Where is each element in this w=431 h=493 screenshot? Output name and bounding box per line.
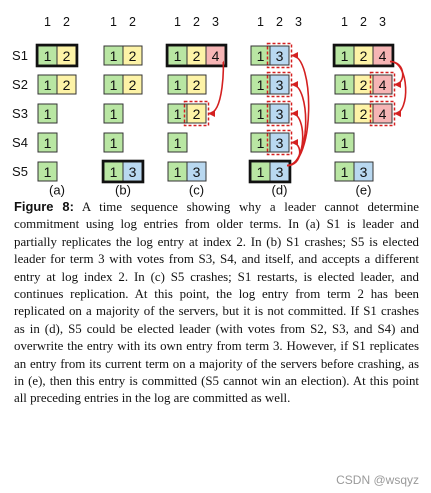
log-entry-term-label: 1 xyxy=(173,164,182,180)
log-entry-term-label: 2 xyxy=(192,77,201,93)
caption-label: Figure 8: xyxy=(14,199,74,214)
log-entry-term-label: 4 xyxy=(378,48,387,64)
log-entry-term-label: 1 xyxy=(109,77,118,93)
log-index-label: 2 xyxy=(129,15,136,29)
log-entry-term-label: 3 xyxy=(128,164,137,180)
log-index-label: 3 xyxy=(295,15,302,29)
log-index-label: 1 xyxy=(257,15,264,29)
replication-arrow xyxy=(209,62,223,114)
log-entry-term-label: 3 xyxy=(192,164,201,180)
log-entry-term-label: 1 xyxy=(43,164,52,180)
log-entry-term-label: 3 xyxy=(275,106,284,122)
log-entry-term-label: 1 xyxy=(256,135,265,151)
log-index-label: 1 xyxy=(341,15,348,29)
log-entry-term-label: 1 xyxy=(256,48,265,64)
log-index-label: 2 xyxy=(276,15,283,29)
log-entry-term-label: 2 xyxy=(128,77,137,93)
log-entry-term-label: 1 xyxy=(340,135,349,151)
log-entry-term-label: 1 xyxy=(173,135,182,151)
log-entry-term-label: 1 xyxy=(43,77,52,93)
log-entry-term-label: 1 xyxy=(173,106,182,122)
log-index-label: 1 xyxy=(110,15,117,29)
log-entry-term-label: 1 xyxy=(340,106,349,122)
server-label-s3: S3 xyxy=(12,106,28,121)
server-label-s1: S1 xyxy=(12,48,28,63)
log-entry-term-label: 2 xyxy=(62,48,71,64)
log-entry-term-label: 3 xyxy=(359,164,368,180)
log-entry-term-label: 4 xyxy=(378,106,387,122)
panel-b xyxy=(103,15,143,198)
panel-a xyxy=(37,15,77,198)
log-entry-term-label: 1 xyxy=(256,77,265,93)
log-entry-term-label: 2 xyxy=(128,48,137,64)
log-entry-term-label: 2 xyxy=(62,77,71,93)
figure-caption xyxy=(14,198,419,408)
replication-arrow xyxy=(287,85,306,166)
log-entry-term-label: 1 xyxy=(109,48,118,64)
panel-d xyxy=(250,15,309,198)
log-index-label: 2 xyxy=(63,15,70,29)
log-entry-term-label: 2 xyxy=(192,106,201,122)
panel-label: (a) xyxy=(49,182,65,198)
log-index-label: 1 xyxy=(44,15,51,29)
log-entry-term-label: 4 xyxy=(378,77,387,93)
log-index-label: 2 xyxy=(360,15,367,29)
log-entry-term-label: 1 xyxy=(340,77,349,93)
panel-label: (c) xyxy=(188,182,205,198)
log-entry-term-label: 1 xyxy=(109,135,118,151)
log-entry-term-label: 1 xyxy=(173,48,182,64)
log-index-label: 3 xyxy=(212,15,219,29)
log-entry-term-label: 1 xyxy=(109,106,118,122)
log-index-label: 2 xyxy=(193,15,200,29)
log-index-label: 1 xyxy=(174,15,181,29)
panel-e xyxy=(334,15,406,198)
log-entry-term-label: 1 xyxy=(43,135,52,151)
log-entry-term-label: 1 xyxy=(256,164,265,180)
log-entry-term-label: 3 xyxy=(275,48,284,64)
log-entry-term-label: 3 xyxy=(275,164,284,180)
panel-label: (e) xyxy=(355,182,372,198)
log-entry-term-label: 1 xyxy=(109,164,118,180)
panel-label: (d) xyxy=(271,182,288,198)
log-entry-term-label: 1 xyxy=(173,77,182,93)
log-entry-term-label: 1 xyxy=(340,48,349,64)
log-entry-term-label: 4 xyxy=(211,48,220,64)
log-entry-term-label: 2 xyxy=(359,77,368,93)
caption-text: A time sequence showing why a leader cannot determine commitment using log entries from older terms. In (a) S1 is leader and partially replicates the log entry at index 2. In (b) S1 crashes; S5 is elected leader for term 3 with votes from S3, S4, and itself, and accepts a different entry at log index 2. In (c) S5 crashes; S1 restarts, is elected leader, and continues replication. At this point, the log entry from term 2 has been replicated on a majority of the servers, but it is not committed. If S1 crashes as in (d), S5 could be elected leader (with votes from S2, S3, and S4) and overwrite the entry with its own entry from term 3. However, if S1 replicates an entry from its current term on a majority of the servers before crashing, as in (e), then this entry is committed (S5 cannot win an election). At this point all preceding entries in the log are committed as well. xyxy=(14,200,419,406)
server-label-s2: S2 xyxy=(12,77,28,92)
log-entry-term-label: 2 xyxy=(192,48,201,64)
log-sequence-diagram xyxy=(0,0,431,198)
watermark: CSDN @wsqyz xyxy=(336,473,419,487)
log-entry-term-label: 1 xyxy=(43,106,52,122)
server-label-s5: S5 xyxy=(12,164,28,179)
panel-label: (b) xyxy=(115,182,131,198)
log-entry-term-label: 3 xyxy=(275,77,284,93)
server-label-s4: S4 xyxy=(12,135,28,150)
log-entry-term-label: 1 xyxy=(43,48,52,64)
log-index-label: 3 xyxy=(379,15,386,29)
log-entry-term-label: 2 xyxy=(359,106,368,122)
panel-c xyxy=(167,15,226,198)
log-entry-term-label: 1 xyxy=(256,106,265,122)
log-entry-term-label: 2 xyxy=(359,48,368,64)
log-entry-term-label: 1 xyxy=(340,164,349,180)
log-entry-term-label: 3 xyxy=(275,135,284,151)
